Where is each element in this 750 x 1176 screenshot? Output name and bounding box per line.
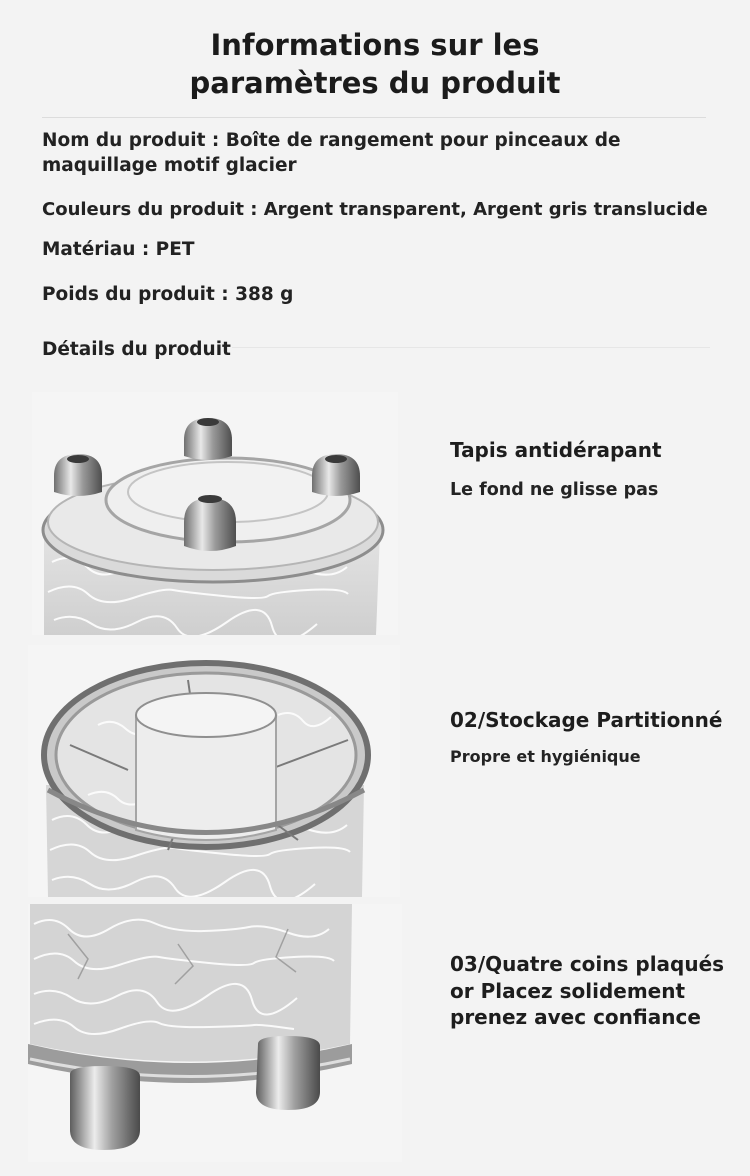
feature-3-title bbox=[450, 951, 740, 1031]
page-title-line-2: paramètres du produit bbox=[189, 66, 561, 100]
feature-1-title: Tapis antidérapant bbox=[450, 438, 662, 462]
feature-3-title-line-1: 03/Quatre coins plaqués bbox=[450, 952, 725, 976]
feature-1-subtitle: Le fond ne glisse pas bbox=[450, 480, 659, 500]
details-divider bbox=[232, 347, 710, 348]
product-photo-partition bbox=[28, 645, 400, 897]
feature-3-title-line-2: or Placez solidement bbox=[450, 978, 686, 1003]
container-partition-image bbox=[28, 645, 400, 897]
feature-2-subtitle: Propre et hygiénique bbox=[450, 747, 641, 766]
spec-product-name-line-2: maquillage motif glacier bbox=[42, 155, 297, 176]
product-photo-bottom bbox=[28, 904, 402, 1162]
spec-weight: Poids du produit : 388 g bbox=[42, 284, 294, 305]
feature-3-title-line-3: prenez avec confiance bbox=[450, 1005, 701, 1029]
product-photo-top bbox=[32, 392, 398, 635]
page-title-line-1: Informations sur les bbox=[210, 28, 540, 62]
title-divider bbox=[42, 117, 706, 118]
spec-product-name-line-1: Nom du produit : Boîte de rangement pour pinceaux de bbox=[42, 130, 621, 151]
container-bottom-feet-image bbox=[28, 904, 402, 1162]
container-top-feet-image bbox=[32, 392, 398, 635]
page-title bbox=[0, 26, 750, 102]
spec-material: Matériau : PET bbox=[42, 239, 195, 260]
spec-product-name bbox=[42, 128, 732, 178]
feature-2-title: 02/Stockage Partitionné bbox=[450, 708, 723, 732]
details-heading: Détails du produit bbox=[42, 339, 231, 360]
spec-colors: Couleurs du produit : Argent transparent, Argent gris translucide bbox=[42, 199, 708, 220]
